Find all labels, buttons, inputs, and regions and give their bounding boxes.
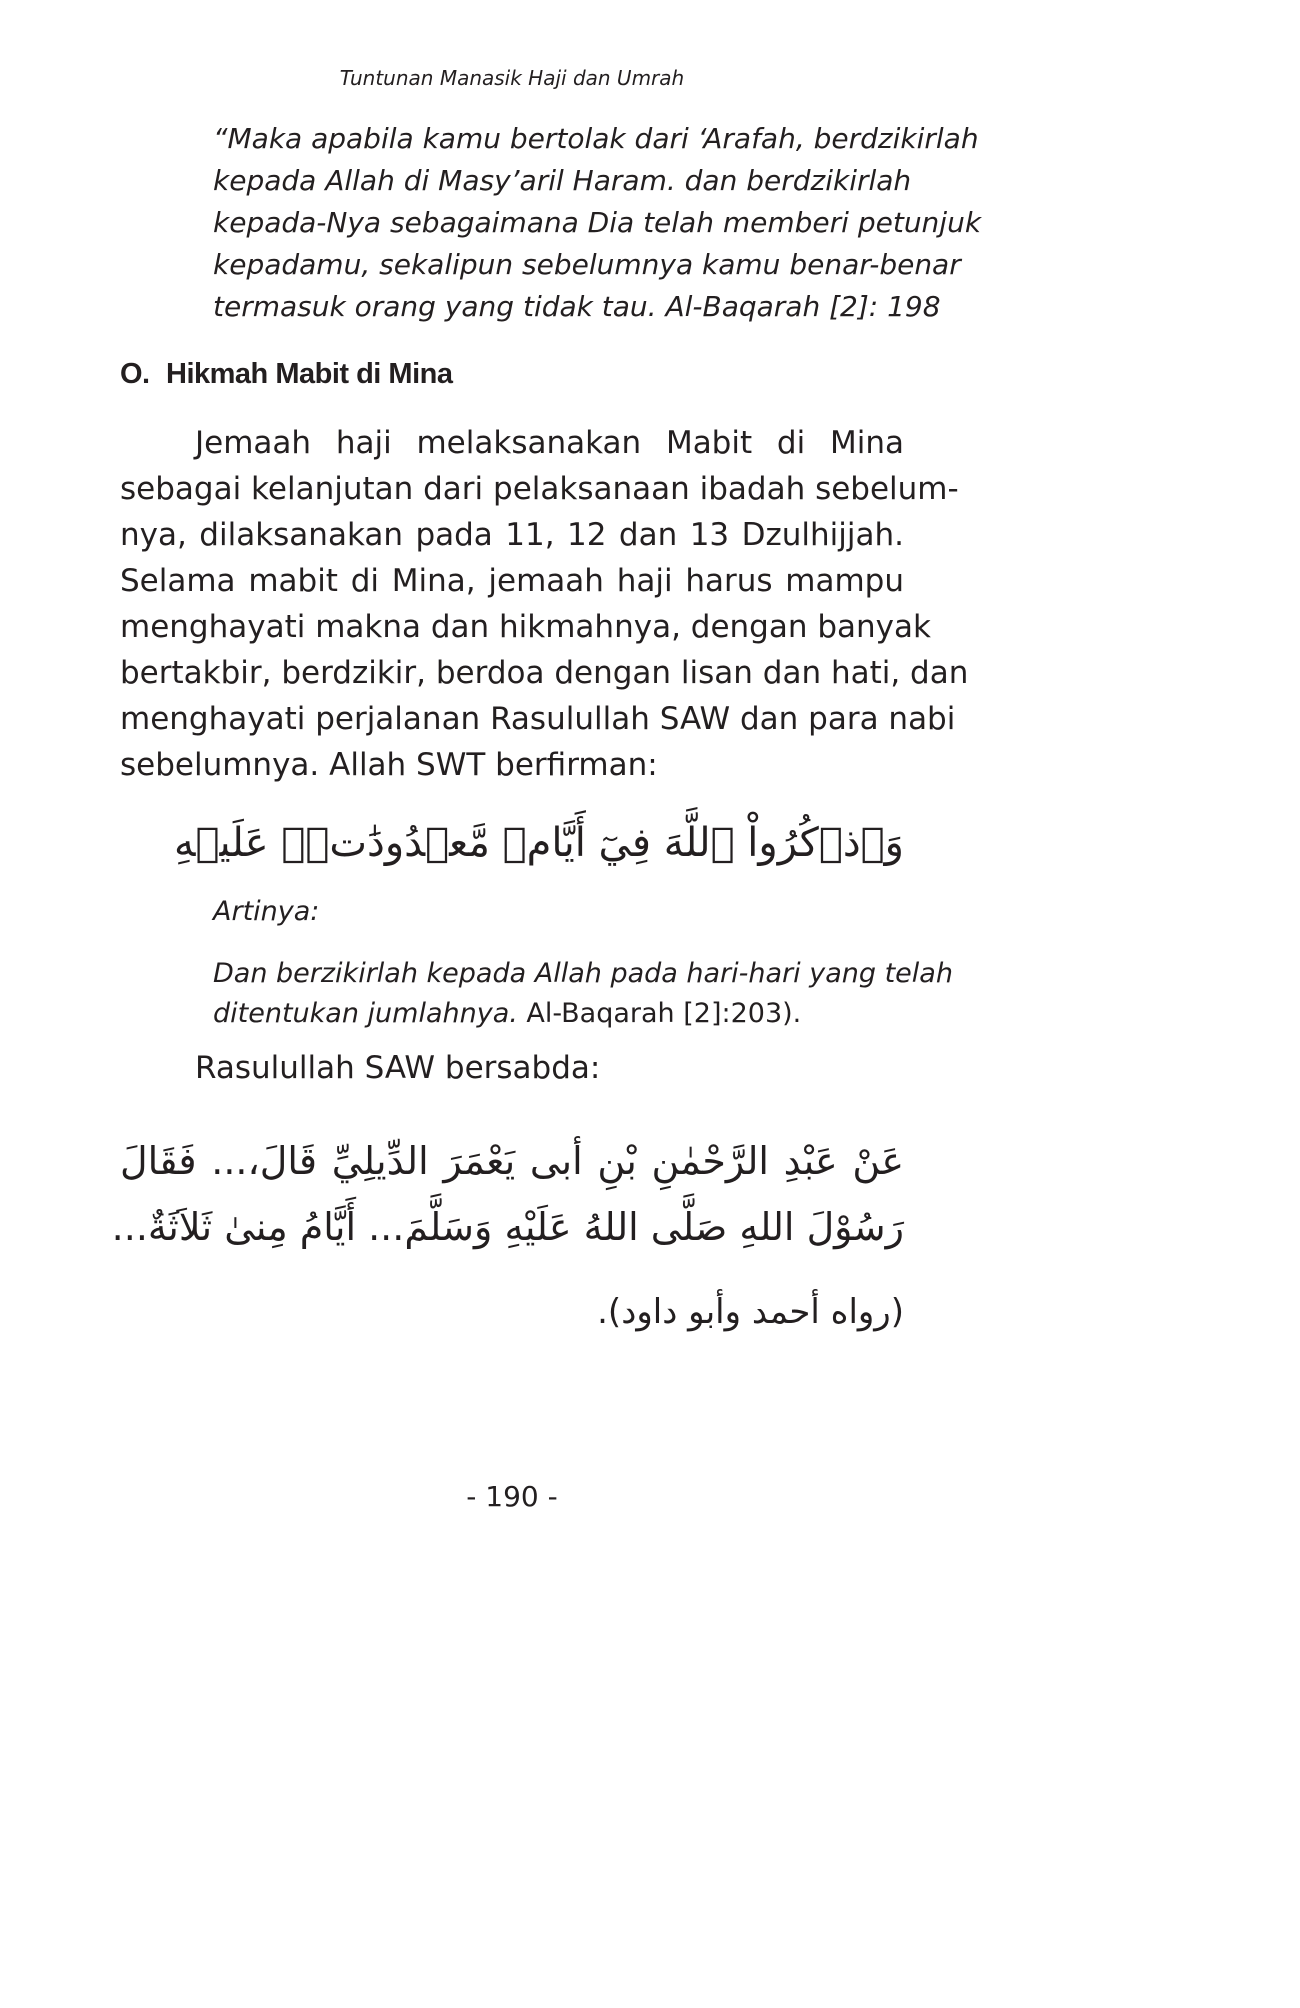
hadith-line: عَنْ عَبْدِ الرَّحْمٰنِ بْنِ أبى يَعْمَرَ الدِّيلِيِّ قَالَ،... فَقَالَ xyxy=(120,1139,904,1183)
quote-line: “Maka apabila kamu bertolak dari ‘Arafah, berdzikirlah xyxy=(213,122,979,155)
quran-translation-quote xyxy=(213,118,982,328)
paragraph-line: menghayati perjalanan Rasulullah SAW dan para nabi xyxy=(120,701,956,737)
paragraph-line: Jemaah haji melaksanakan Mabit di Mina xyxy=(195,425,904,461)
verse-translation xyxy=(213,954,953,1034)
quote-line: kepada-Nya sebagaimana Dia telah memberi petunjuk xyxy=(213,206,982,239)
section-heading xyxy=(120,358,452,391)
hadith-line: رَسُوْلَ اللهِ صَلَّى اللهُ عَلَيْهِ وَسَلَّمَ... أَيَّامُ مِنىٰ ثَلاَثَةٌ... xyxy=(111,1205,904,1249)
artinya-label: Artinya: xyxy=(213,896,320,927)
section-title: Hikmah Mabit di Mina xyxy=(166,358,453,390)
quote-line: kepada Allah di Masy’aril Haram. dan berdzikirlah xyxy=(213,164,912,197)
section-number: O. xyxy=(120,358,150,390)
arabic-verse: وَٱذۡكُرُواْ ٱللَّهَ فِيٓ أَيَّامٖ مَّعۡدُودَٰتٖۚ عَلَيۡهِ xyxy=(174,820,904,866)
quote-line: kepadamu, sekalipun sebelumnya kamu benar-benar xyxy=(213,248,961,281)
paragraph-line: sebelumnya. Allah SWT berfirman: xyxy=(120,747,658,783)
translation-line: Dan berzikirlah kepada Allah pada hari-hari yang telah xyxy=(213,958,953,989)
page-number: - 190 - xyxy=(466,1480,558,1513)
translation-italic-part: ditentukan jumlahnya. xyxy=(213,998,518,1029)
translation-line xyxy=(213,994,905,1034)
translation-reference: Al-Baqarah [2]:203). xyxy=(517,998,802,1029)
hadith-source: (رواه أحمد وأبو داود). xyxy=(597,1292,904,1332)
paragraph-line: menghayati makna dan hikmahnya, dengan banyak xyxy=(120,609,931,645)
quote-line: termasuk orang yang tidak tau. Al-Baqarah [2]: 198 xyxy=(213,290,941,323)
hadith-text xyxy=(111,1128,904,1260)
running-header: Tuntunan Manasik Haji dan Umrah xyxy=(339,66,685,90)
paragraph-line: Selama mabit di Mina, jemaah haji harus mampu xyxy=(120,563,904,599)
paragraph-line: nya, dilaksanakan pada 11, 12 dan 13 Dzulhijjah. xyxy=(120,517,904,553)
hadith-intro: Rasulullah SAW bersabda: xyxy=(195,1050,601,1086)
paragraph-line: sebagai kelanjutan dari pelaksanaan ibadah sebelum- xyxy=(120,471,959,507)
body-paragraph xyxy=(120,420,969,788)
paragraph-line: bertakbir, berdzikir, berdoa dengan lisan dan hati, dan xyxy=(120,655,969,691)
